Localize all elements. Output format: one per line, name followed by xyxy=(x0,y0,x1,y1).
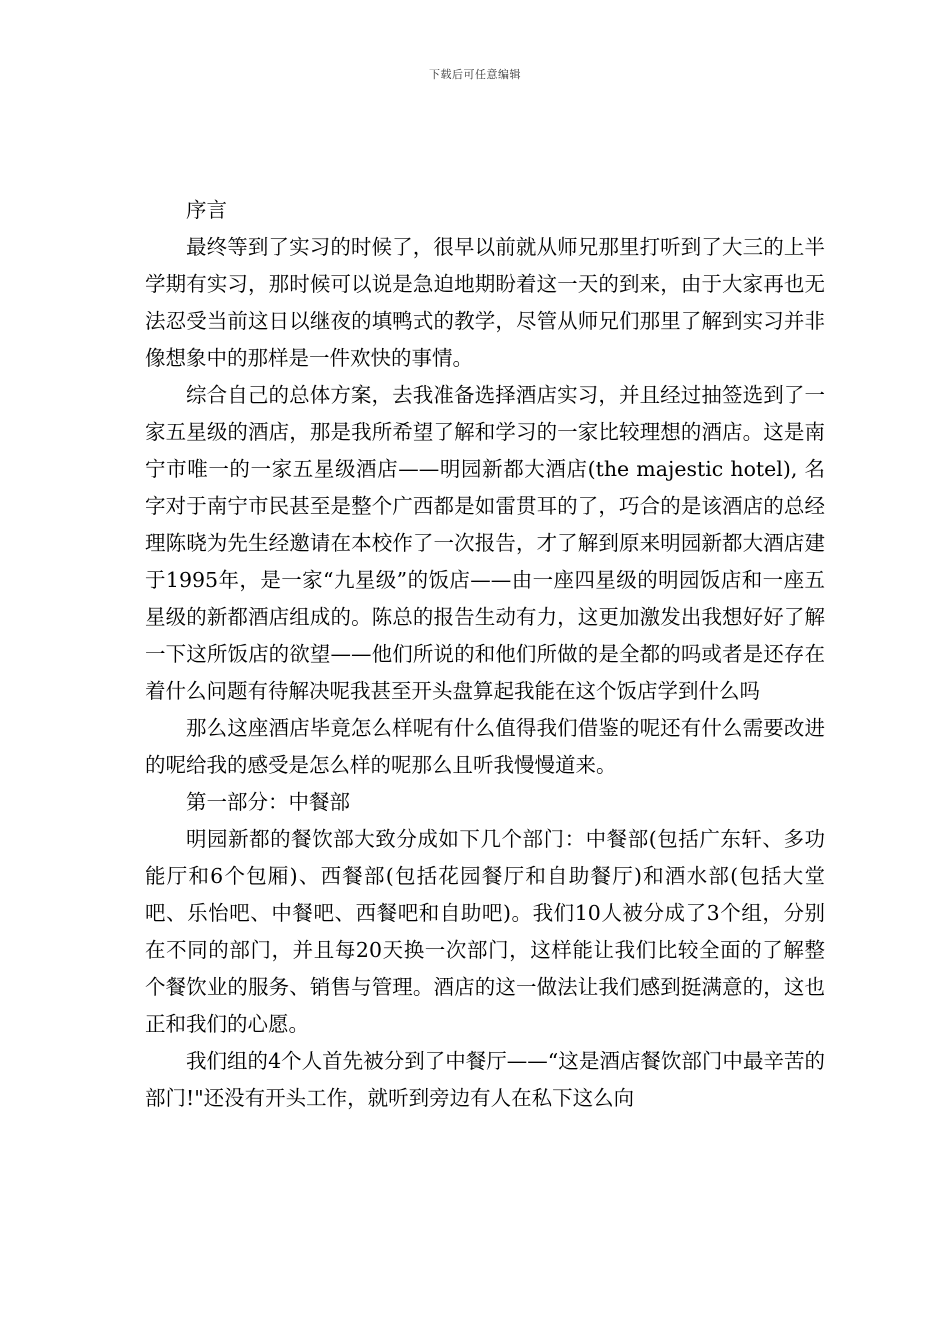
section-heading: 第一部分：中餐部 xyxy=(186,790,350,814)
document-body xyxy=(145,192,825,1117)
paragraph: 综合自己的总体方案，去我准备选择酒店实习，并且经过抽签选到了一家五星级的酒店，那是我所希望了解和学习的一家比较理想的酒店。这是南宁市唯一的一家五星级酒店——明园新都大酒店(the majestic hotel), 名字对于南宁市民甚至是整个广西都是如雷贯耳的了，巧合的是该酒店的总经理陈晓为先生经邀请在本校作了一次报告，才了解到原来明园新都大酒店建于1995年，是一家“九星级”的饭店——由一座四星级的明园饭店和一座五星级的新都酒店组成的。陈总的报告生动有力，这更加激发出我想好好了解一下这所饭店的欲望——他们所说的和他们所做的是全都的吗或者是还存在着什么问题有待解决呢我甚至开头盘算起我能在这个饭店学到什么吗 xyxy=(145,383,825,703)
paragraph: 那么这座酒店毕竟怎么样呢有什么值得我们借鉴的呢还有什么需要改进的呢给我的感受是怎么样的呢那么且听我慢慢道来。 xyxy=(145,716,825,777)
preface-title: 序言 xyxy=(186,198,227,222)
header-note: 下载后可任意编辑 xyxy=(429,68,521,81)
paragraph: 我们组的4个人首先被分到了中餐厅——“这是酒店餐饮部门中最辛苦的部门!"还没有开头工作，就听到旁边有人在私下这么向 xyxy=(145,1049,825,1110)
paragraph: 明园新都的餐饮部大致分成如下几个部门：中餐部(包括广东轩、多功能厅和6个包厢)、西餐部(包括花园餐厅和自助餐厅)和酒水部(包括大堂吧、乐怡吧、中餐吧、西餐吧和自助吧)。我们10人被分成了3个组，分别在不同的部门，并且每20天换一次部门，这样能让我们比较全面的了解整个餐饮业的服务、销售与管理。酒店的这一做法让我们感到挺满意的，这也正和我们的心愿。 xyxy=(145,827,825,1036)
paragraph: 最终等到了实习的时候了，很早以前就从师兄那里打听到了大三的上半学期有实习，那时候可以说是急迫地期盼着这一天的到来，由于大家再也无法忍受当前这日以继夜的填鸭式的教学，尽管从师兄们那里了解到实习并非像想象中的那样是一件欢快的事情。 xyxy=(145,235,825,370)
